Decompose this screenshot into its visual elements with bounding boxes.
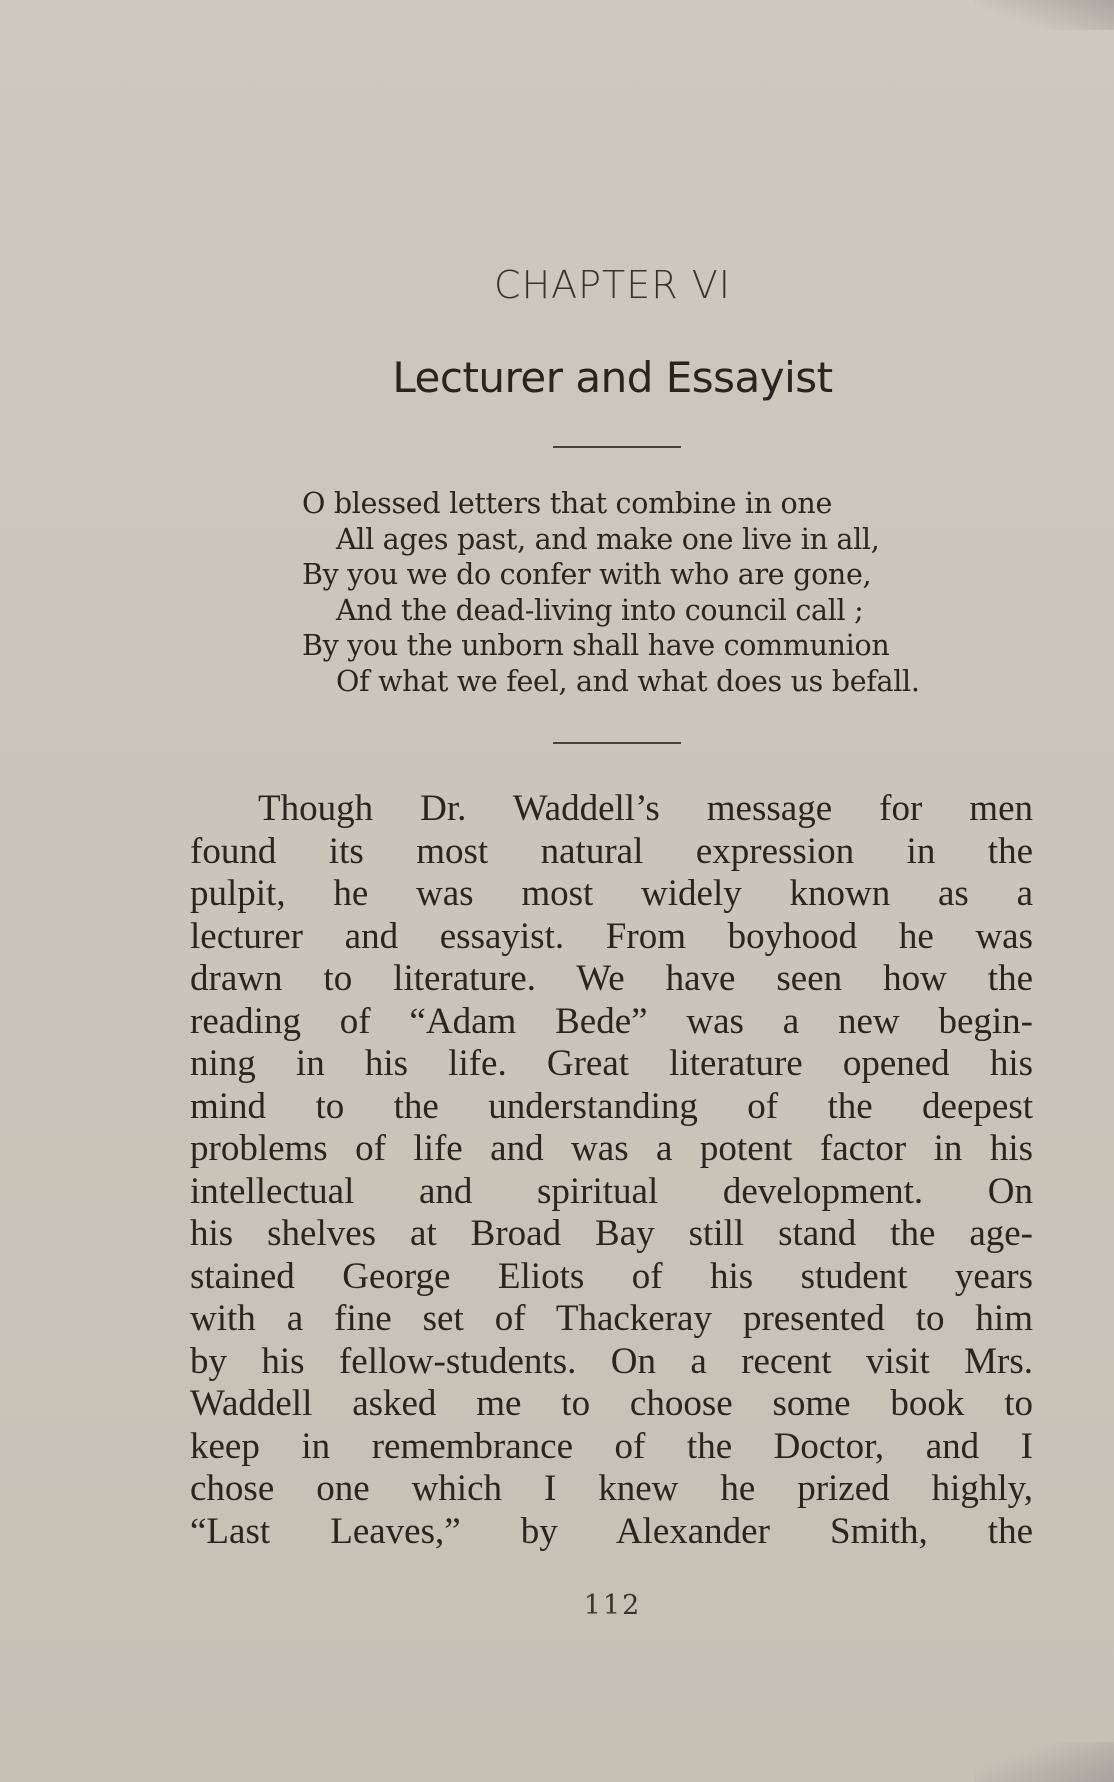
body-line: keep in remembrance of the Doctor, and I — [190, 1425, 1033, 1467]
body-line: found its most natural expression in the — [190, 830, 1033, 872]
body-line: his shelves at Broad Bay still stand the age- — [190, 1213, 1033, 1254]
body-line: pulpit, he was most widely known as a — [190, 873, 1033, 914]
body-line: ning in his life. Great literature opened his — [190, 1043, 1033, 1084]
body-line: with a fine set of Thackeray presented to him — [190, 1298, 1033, 1339]
epigraph-line: Of what we feel, and what does us befall. — [336, 664, 920, 698]
body-line: lecturer and essayist. From boyhood he was — [190, 915, 1033, 957]
epigraph-line: By you we do confer with who are gone, — [302, 558, 872, 592]
body-line: mind to the understanding of the deepest — [190, 1085, 1033, 1127]
epigraph-line: O blessed letters that combine in one — [302, 487, 833, 520]
epigraph-line: And the dead-living into council call ; — [336, 593, 864, 627]
body-line: problems of life and was a potent factor in his — [190, 1128, 1033, 1169]
page-corner-shadow-bottom — [974, 1742, 1114, 1782]
body-line: intellectual and spiritual development. On — [190, 1170, 1033, 1212]
body-paragraph — [190, 788, 1033, 1553]
body-line: drawn to literature. We have seen how the — [190, 958, 1033, 999]
body-line: stained George Eliots of his student years — [190, 1255, 1033, 1297]
body-line: by his fellow-students. On a recent visit Mrs. — [190, 1340, 1033, 1382]
divider-rule-top — [553, 446, 681, 448]
body-line: Though Dr. Waddell’s message for men — [258, 788, 1033, 829]
epigraph-line: All ages past, and make one live in all, — [336, 522, 880, 556]
page-number: 112 — [583, 1590, 642, 1621]
epigraph — [302, 486, 1002, 700]
chapter-title: Lecturer and Essayist — [392, 353, 833, 402]
body-line: “Last Leaves,” by Alexander Smith, the — [190, 1510, 1033, 1552]
page-corner-shadow — [974, 0, 1114, 30]
chapter-number: CHAPTER VI — [494, 263, 731, 307]
divider-rule-bottom — [553, 742, 681, 744]
body-line: chose one which I knew he prized highly, — [190, 1468, 1033, 1509]
epigraph-line: By you the unborn shall have communion — [302, 629, 890, 663]
body-line: Waddell asked me to choose some book to — [190, 1383, 1033, 1424]
body-line: reading of “Adam Bede” was a new begin- — [190, 1000, 1033, 1042]
